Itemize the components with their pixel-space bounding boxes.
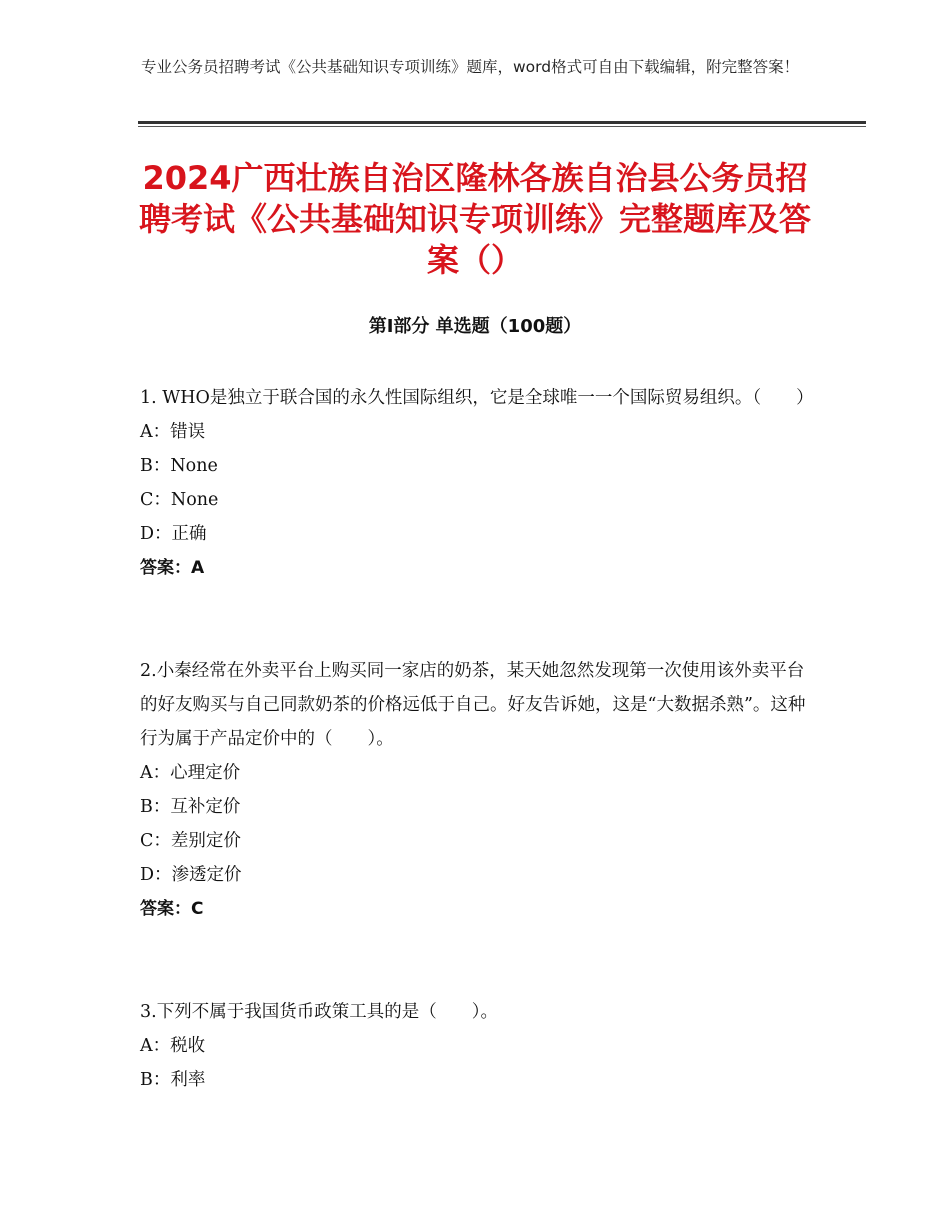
option-d: D：渗透定价 (140, 865, 242, 885)
option-a: A：心理定价 (140, 763, 241, 783)
option-b: B：利率 (140, 1070, 206, 1090)
option-a: A：错误 (140, 422, 206, 442)
option-b: B：None (140, 456, 218, 476)
document-title: 2024广西壮族自治区隆林各族自治县公务员招聘考试《公共基础知识专项训练》完整题库及答案（） (138, 159, 811, 279)
header-note: 专业公务员招聘考试《公共基础知识专项训练》题库，word格式可自由下载编辑，附完整答案！ (141, 58, 800, 76)
question-stem: 3.下列不属于我国货币政策工具的是（ ）。 (140, 1002, 498, 1022)
option-b: B：互补定价 (140, 797, 241, 817)
header-divider-thick (138, 121, 866, 124)
option-a: A：税收 (140, 1036, 206, 1056)
question-2 (140, 654, 810, 926)
question-1 (140, 381, 814, 585)
answer: 答案：A (140, 558, 205, 578)
answer: 答案：C (140, 899, 204, 919)
option-c: C：差别定价 (140, 831, 241, 851)
question-stem: 1. WHO是独立于联合国的永久性国际组织，它是全球唯一一个国际贸易组织。（ ） (140, 388, 814, 408)
option-c: C：None (140, 490, 219, 510)
header-divider-thin (138, 126, 866, 127)
option-d: D：正确 (140, 524, 207, 544)
question-stem: 2.小秦经常在外卖平台上购买同一家店的奶茶，某天她忽然发现第一次使用该外卖平台的好友购买与自己同款奶茶的价格远低于自己。好友告诉她，这是“大数据杀熟”。这种行为属于产品定价中的（ ）。 (140, 661, 806, 749)
question-3 (140, 995, 810, 1097)
section-title: 第I部分 单选题（100题） (368, 316, 582, 337)
